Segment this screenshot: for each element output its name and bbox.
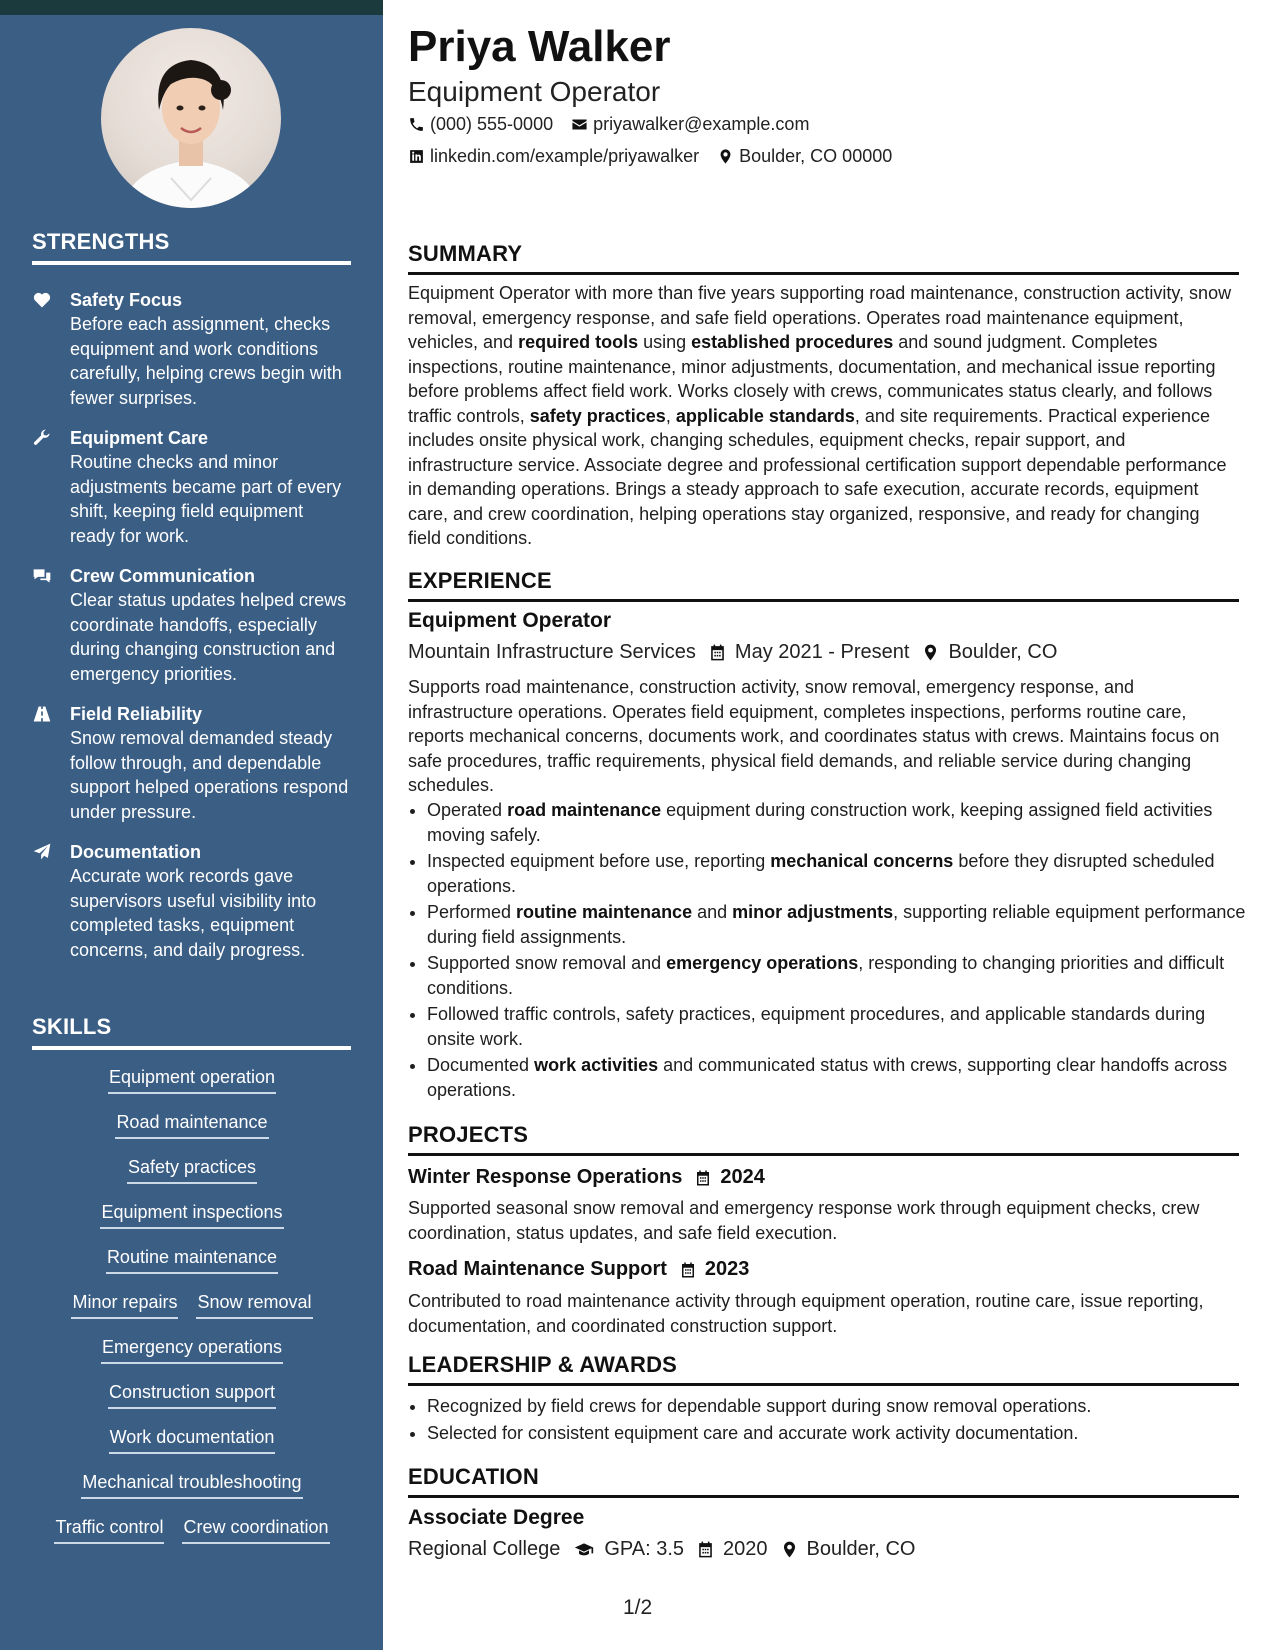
calendar-icon	[708, 643, 727, 662]
skill-tag: Mechanical troubleshooting	[81, 1470, 302, 1499]
contact-line-2	[408, 146, 910, 167]
skills-list	[32, 1065, 352, 1560]
job-bullets	[408, 798, 1253, 1104]
wrench-icon	[32, 426, 70, 548]
project-header	[408, 1258, 749, 1281]
degree-name: Associate Degree	[408, 1506, 585, 1529]
job-location: Boulder, CO	[948, 641, 1058, 663]
linkedin-icon	[408, 148, 425, 165]
strength-title: Field Reliability	[70, 704, 203, 724]
strength-text: Accurate work records gave supervisors useful visibility into completed tasks, equipment concerns, and daily progress.	[70, 866, 317, 960]
contact-line-1	[408, 114, 827, 135]
job-bullet-item: • Inspected equipment before use, reporting mechanical concerns before they disrupted scheduled operations.	[427, 849, 1253, 898]
top-accent-strip	[0, 0, 383, 15]
skill-tag: Minor repairs	[71, 1290, 178, 1319]
heart-icon	[32, 288, 70, 410]
job-bullet-item: • Supported snow removal and emergency operations, responding to changing priorities and difficult conditions.	[427, 951, 1253, 1000]
project-year: 2023	[704, 1258, 750, 1280]
skill-tag: Snow removal	[196, 1290, 312, 1319]
project-description: Contributed to road maintenance activity through equipment operation, routine care, issue reporting, documentation, and coordinated construction support.	[408, 1291, 1204, 1336]
school-name: Regional College	[408, 1538, 561, 1560]
email-link[interactable]: priyawalker@example.com	[593, 114, 810, 134]
education-meta	[408, 1538, 915, 1561]
project-header	[408, 1166, 765, 1189]
job-bullet-item: • Operated road maintenance equipment during construction work, keeping assigned field activities moving safely.	[427, 798, 1253, 847]
strength-item	[32, 564, 352, 686]
graduation-cap-icon	[572, 1540, 596, 1560]
graduation-year: 2020	[723, 1538, 768, 1560]
skill-tag: Equipment operation	[108, 1065, 276, 1094]
company-name: Mountain Infrastructure Services	[408, 641, 696, 663]
candidate-name: Priya Walker	[408, 22, 671, 71]
project-name: Road Maintenance Support	[408, 1258, 667, 1280]
profile-photo	[101, 28, 281, 208]
summary-heading: SUMMARY	[408, 241, 1239, 275]
strength-title: Documentation	[70, 842, 202, 862]
calendar-icon	[696, 1540, 715, 1559]
strengths-list	[32, 288, 352, 978]
strength-text: Snow removal demanded steady follow through, and dependable support helped operations respond under pressure.	[70, 728, 349, 822]
strength-title: Equipment Care	[70, 428, 209, 448]
strengths-heading: STRENGTHS	[32, 229, 351, 265]
strength-title: Safety Focus	[70, 290, 183, 310]
awards-list	[408, 1394, 1253, 1447]
calendar-icon	[694, 1169, 712, 1187]
strength-item	[32, 426, 352, 548]
award-item: • Selected for consistent equipment care and accurate work activity documentation.	[427, 1421, 1253, 1446]
road-icon	[32, 702, 70, 824]
paper-plane-icon	[32, 840, 70, 962]
strength-text: Before each assignment, checks equipment and work conditions carefully, helping crews begin with fewer surprises.	[70, 314, 342, 408]
skill-tag: Work documentation	[109, 1425, 276, 1454]
skill-tag: Road maintenance	[115, 1110, 268, 1139]
skill-tag: Traffic control	[54, 1515, 164, 1544]
skill-tag: Equipment inspections	[100, 1200, 283, 1229]
job-title: Equipment Operator	[408, 609, 612, 632]
location-pin-icon	[921, 643, 940, 662]
location-pin-icon	[780, 1540, 799, 1559]
phone-number: (000) 555-0000	[430, 114, 554, 134]
job-dates: May 2021 - Present	[734, 641, 910, 663]
project-year: 2024	[720, 1166, 765, 1188]
education-heading: EDUCATION	[408, 1464, 1239, 1498]
project-name: Winter Response Operations	[408, 1166, 683, 1188]
award-item: • Recognized by field crews for dependable support during snow removal operations.	[427, 1394, 1253, 1419]
comments-icon	[32, 564, 70, 686]
job-bullet-item: • Followed traffic controls, safety practices, equipment procedures, and applicable standards during onsite work.	[427, 1002, 1253, 1051]
job-bullet-item: • Performed routine maintenance and minor adjustments, supporting reliable equipment performance during field assignments.	[427, 900, 1253, 949]
candidate-title: Equipment Operator	[408, 76, 661, 107]
job-meta	[408, 641, 1057, 664]
linkedin-link[interactable]: linkedin.com/example/priyawalker	[430, 146, 700, 166]
skill-tag: Construction support	[108, 1380, 276, 1409]
skill-tag: Routine maintenance	[106, 1245, 278, 1274]
skill-tag: Safety practices	[127, 1155, 257, 1184]
projects-heading: PROJECTS	[408, 1122, 1239, 1156]
education-location: Boulder, CO	[806, 1538, 916, 1560]
skill-tag: Emergency operations	[101, 1335, 283, 1364]
location-text: Boulder, CO 00000	[739, 146, 893, 166]
gpa-value: GPA: 3.5	[604, 1538, 684, 1560]
envelope-icon	[571, 116, 588, 133]
skill-tag: Crew coordination	[182, 1515, 329, 1544]
job-bullet-item: • Documented work activities and communicated status with crews, supporting clear handoffs across operations.	[427, 1053, 1253, 1102]
experience-heading: EXPERIENCE	[408, 568, 1239, 602]
strength-text: Clear status updates helped crews coordinate handoffs, especially during changing construction and emergency priorities.	[70, 590, 347, 684]
skills-heading: SKILLS	[32, 1014, 351, 1050]
strength-text: Routine checks and minor adjustments became part of every shift, keeping field equipment ready for work.	[70, 452, 342, 546]
calendar-icon	[679, 1261, 697, 1279]
job-description: Supports road maintenance, construction activity, snow removal, emergency response, and infrastructure operations. Operates field equipment, completes inspections, performs routine care, reports mechanical concerns, documents work, and coordinates status with crews. Maintains focus on safe procedures, traffic requirements, physical field demands, and reliable service during changing schedules.	[408, 677, 1220, 795]
project-description: Supported seasonal snow removal and emergency response work through equipment checks, crew coordination, status updates, and safe field execution.	[408, 1198, 1200, 1243]
strength-item	[32, 840, 352, 962]
sidebar	[0, 15, 383, 1650]
location-pin-icon	[717, 148, 734, 165]
phone-icon	[408, 116, 425, 133]
strength-item	[32, 702, 352, 824]
strength-title: Crew Communication	[70, 566, 256, 586]
strength-item	[32, 288, 352, 410]
page-number: 1/2	[623, 1596, 653, 1619]
summary-text: Equipment Operator with more than five years supporting road maintenance, construction activity, snow removal, emergency response, and safe field operations. Operates road maintenance equipment, vehicles, and required tools using established procedures and sound judgment. Completes inspections, routine maintenance, minor adjustments, documentation, and mechanical issue reporting before problems affect field work. Works closely with crews, communicates status clearly, and follows traffic controls, safety practices, applicable standards, and site requirements. Practical experience includes onsite physical work, changing schedules, equipment checks, repair support, and infrastructure service. Associate degree and professional certification support dependable performance in demanding operations. Brings a steady approach to safe execution, accurate records, equipment care, and crew coordination, helping operations stay organized, responsive, and ready for changing field conditions.	[408, 283, 1232, 548]
awards-heading: LEADERSHIP & AWARDS	[408, 1352, 1239, 1386]
